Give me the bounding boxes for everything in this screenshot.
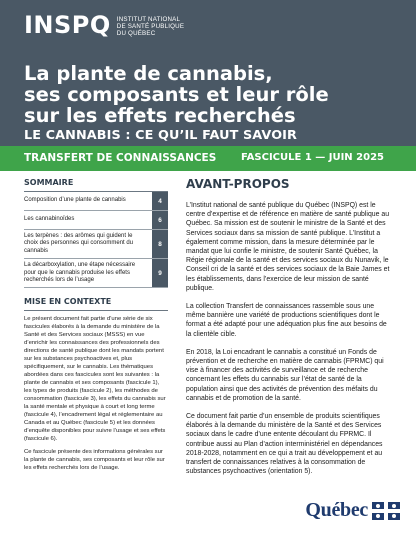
sommaire-heading: SOMMAIRE — [24, 178, 168, 192]
header-band — [0, 0, 416, 171]
toc-item[interactable] — [24, 259, 168, 288]
series-title: LE CANNABIS : CE QU’IL FAUT SAVOIR — [24, 128, 298, 143]
banner-issue: FASCICULE 1 — JUIN 2025 — [241, 152, 384, 163]
toc-label: Composition d’une plante de cannabis — [24, 197, 126, 204]
mise-en-contexte-heading: MISE EN CONTEXTE — [24, 297, 168, 311]
logo-sub-line: DE SANTÉ PUBLIQUE — [116, 23, 185, 30]
title-line: La plante de cannabis, — [24, 62, 273, 85]
toc-item[interactable] — [24, 211, 168, 230]
foreword-paragraph: En 2018, la Loi encadrant le cannabis a constitué un Fonds de prévention et de recherche en matière de cannabis (FPRMC) qui vise à financer des activités de surveillance et de recherche concernant les effets du cannabis sur l’état de santé de la population ainsi que des activités de prévention des méfaits du cannabis et de promotion de la santé. — [186, 348, 384, 402]
document-title — [24, 63, 394, 126]
inspq-logo[interactable] — [24, 13, 184, 37]
mise-en-contexte-body — [24, 315, 168, 472]
quebec-flag-icon — [372, 502, 400, 520]
toc-label: La décarboxylation, une étape nécessaire pour que le cannabis produise les effets recherchés lors de l’usage — [24, 262, 136, 284]
main-column — [186, 177, 392, 485]
toc-page-number: 9 — [152, 259, 168, 287]
avant-propos-heading: AVANT-PROPOS — [186, 177, 290, 191]
logo-sub-line: INSTITUT NATIONAL — [116, 16, 181, 23]
quebec-logo[interactable] — [305, 499, 400, 522]
toc-item[interactable] — [24, 230, 168, 259]
foreword-paragraph: La collection Transfert de connaissances rassemble sous une même bannière une variété de productions scientifiques dont le format a été adapté pour une adéquation plus fine aux besoins de la clientèle cible. — [186, 303, 387, 338]
title-line: sur les effets recherchés — [24, 104, 296, 127]
title-line: ses composants et leur rôle — [24, 83, 329, 106]
toc-page-number: 4 — [152, 192, 168, 210]
context-paragraph: Le présent document fait partie d’une série de six fascicules élaborés à la demande du ministère de la Santé et des Services sociaux (MSSS) en vue d’enrichir les connaissances des professionnels des directions de santé publique dont les mandats portent sur les substances psychoactives et, plus spécifiquement, sur le cannabis. Les thématiques abordées dans ces fascicules sont les suivantes : la plante de cannabis et ses composants (fascicule 1), les types de produits (fascicule 2), les méthodes de consommation (fascicule 3), les effets du cannabis sur la santé mentale et physique à court et long terme (fascicule 4), l’encadrement légal et réglementaire au Canada et au Québec (fascicule 5) et les données d’enquête disponibles pour suivre l’usage et ses effets (fascicule 6). — [24, 316, 166, 443]
logo-sub-line: DU QUÉBEC — [116, 30, 156, 37]
toc-label: Les terpènes : des arômes qui guident le choix des personnes qui consomment du cannabis — [24, 233, 134, 254]
toc-item[interactable] — [24, 192, 168, 211]
logo-subtitle — [117, 16, 184, 37]
context-paragraph: Ce fascicule présente des informations générales sur la plante de cannabis, ses composants et leur rôle sur les effets recherchés lors de l’usage. — [24, 449, 165, 472]
sidebar — [24, 178, 168, 477]
logo-mark: INSPQ — [24, 11, 111, 39]
foreword-paragraph: L’Institut national de santé publique du Québec (INSPQ) est le centre d’expertise et de référence en matière de santé publique au Québec. Sa mission est de soutenir le ministre de la Santé et des Services sociaux dans sa mission de santé publique. L’Institut a également comme mission, dans la mesure déterminée par le mandat que lui confie le ministre, de soutenir Santé Québec, la Régie régionale de la santé et des services sociaux du Nunavik, le Conseil cri de la santé et des services sociaux de la Baie James et les établissements, dans l’exercice de leur mission de santé publique. — [186, 202, 390, 292]
category-banner — [0, 146, 416, 171]
toc-page-number: 8 — [152, 230, 168, 258]
toc-page-number: 6 — [152, 211, 168, 229]
banner-category: TRANSFERT DE CONNAISSANCES — [24, 152, 217, 164]
foreword-paragraph: Ce document fait partie d’un ensemble de produits scientifiques élaborés à la demande du ministère de la Santé et des Services sociaux dans le cadre d’une entente découlant du FPRMC. Il contribue aussi au Plan d’action interministériel en dépendances 2018-2028, notamment en ce qui a trait au développement et au transfert de connaissances relatives à la consommation de substances psychoactives (orientation 5). — [186, 413, 383, 476]
quebec-wordmark: Québec — [305, 499, 368, 521]
toc-label: Les cannabinoïdes — [24, 216, 75, 223]
